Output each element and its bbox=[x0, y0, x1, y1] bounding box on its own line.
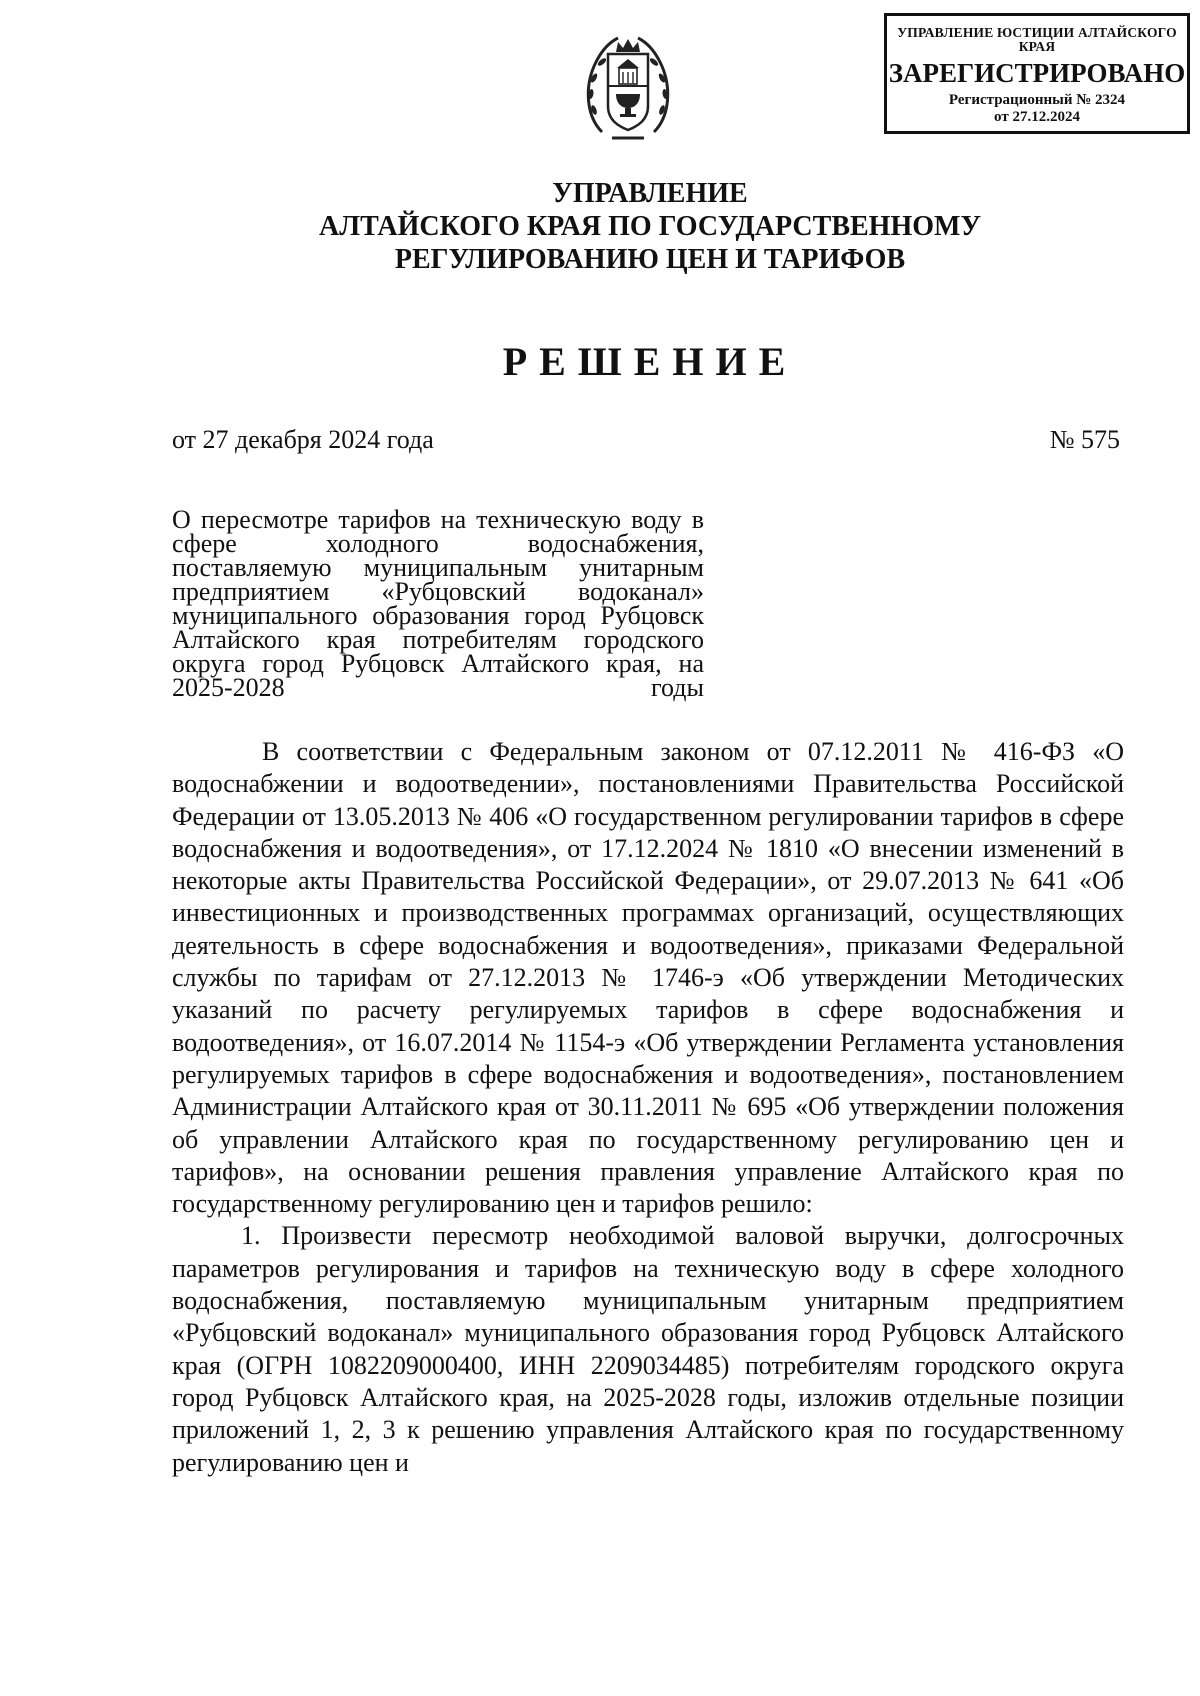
stamp-date: от 27.12.2024 bbox=[994, 109, 1080, 125]
document-body bbox=[172, 736, 1124, 1479]
decision-number: № 575 bbox=[1049, 425, 1120, 454]
decision-date: от 27 декабря 2024 года bbox=[172, 425, 434, 454]
altai-coat-of-arms-icon bbox=[582, 28, 674, 148]
registration-stamp bbox=[884, 13, 1190, 134]
decision-subject bbox=[172, 505, 704, 702]
preamble-paragraph: В соответствии с Федеральным законом от 07.12.2011 № 416-ФЗ «О водоснабжении и водоотведении», постановлениями Правительства Российской Федерации от 13.05.2013 № 406 «О государственном регулировании тарифов в сфере водоснабжения и водоотведения», от 17.12.2024 № 1810 «О внесении изменений в некоторые акты Правительства Российской Федерации», от 29.07.2013 № 641 «Об инвестиционных и производственных программах организаций, осуществляющих деятельность в сфере водоснабжения и водоотведения», приказами Федеральной службы по тарифам от 27.12.2013 № 1746-э «Об утверждении Методических указаний по расчету регулируемых тарифов в сфере водоснабжения и водоотведения», от 16.07.2014 № 1154-э «Об утверждении Регламента установления регулируемых тарифов в сфере водоснабжения и водоотведения», постановлением Администрации Алтайского края от 30.11.2011 № 695 «Об утверждении положения об управлении Алтайского края по государственному регулированию цен и тарифов», на основании решения правления управление Алтайского края по государственному регулированию цен и тарифов решило: bbox=[172, 737, 1124, 1219]
stamp-organization: УПРАВЛЕНИЕ ЮСТИЦИИ АЛТАЙСКОГО КРАЯ bbox=[897, 25, 1177, 54]
agency-heading-line-3: РЕГУЛИРОВАНИЮ ЦЕН И ТАРИФОВ bbox=[394, 244, 906, 275]
agency-heading-line-1: УПРАВЛЕНИЕ bbox=[552, 178, 748, 209]
stamp-status: ЗАРЕГИСТРИРОВАНО bbox=[888, 58, 1186, 88]
document-type-title: РЕШЕНИЕ bbox=[502, 339, 798, 384]
stamp-registration-number: Регистрационный № 2324 bbox=[948, 92, 1126, 108]
agency-heading bbox=[0, 177, 1200, 276]
item-1-paragraph: 1. Произвести пересмотр необходимой валовой выручки, долгосрочных параметров регулирования и тарифов на техническую воду в сфере холодного водоснабжения, поставляемую муниципальным унитарным предприятием «Рубцовский водоканал» муниципального образования город Рубцовск Алтайского края (ОГРН 1082209000400, ИНН 2209034485) потребителям городского округа город Рубцовск Алтайского края, на 2025-2028 годы, изложив отдельные позиции приложений 1, 2, 3 к решению управления Алтайского края по государственному регулированию цен и bbox=[172, 1221, 1124, 1477]
decision-subject-text: О пересмотре тарифов на техническую воду в сфере холодного водоснабжения, поставляемую муниципальным унитарным предприятием «Рубцовский водоканал» муниципального образования город Рубцовск Алтайского края потребителям городского округа город Рубцовск Алтайского края, на 2025-2028 годы bbox=[172, 505, 704, 702]
agency-heading-line-2: АЛТАЙСКОГО КРАЯ ПО ГОСУДАРСТВЕННОМУ bbox=[319, 211, 981, 242]
